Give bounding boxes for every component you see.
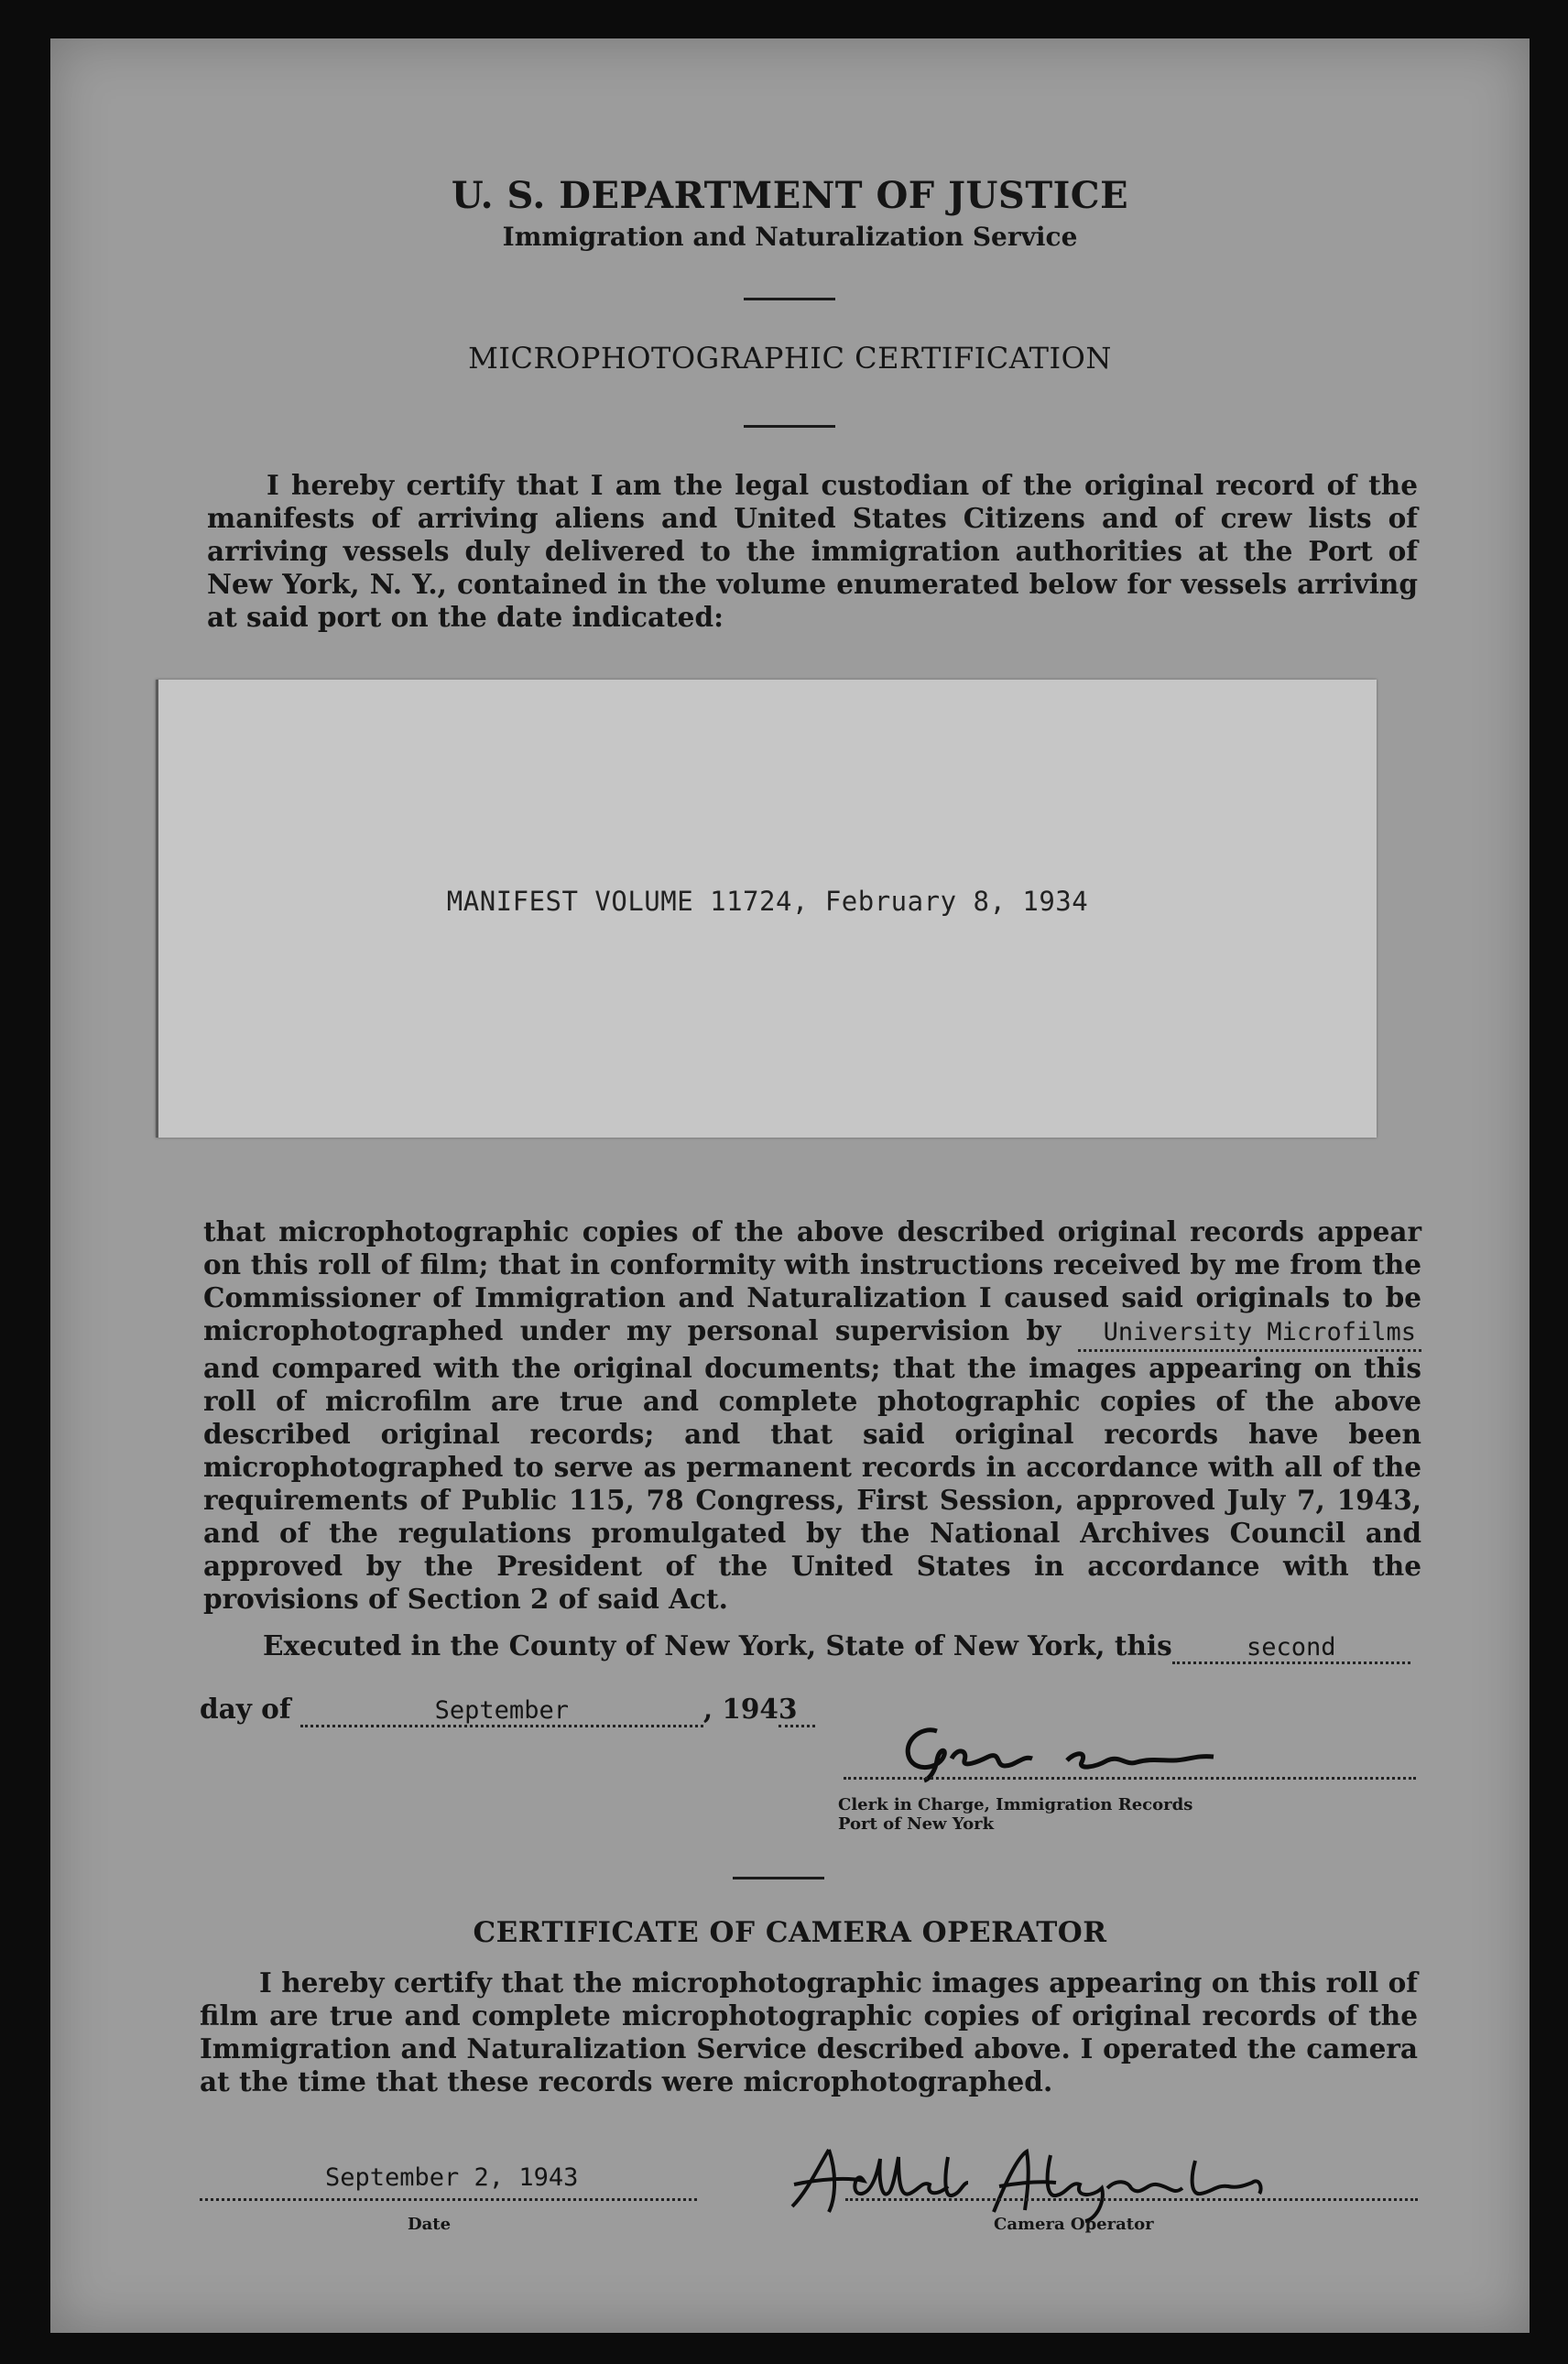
clerk-office: Port of New York: [838, 1814, 995, 1834]
clerk-title: Clerk in Charge, Immigration Records: [838, 1795, 1193, 1814]
day-fill: [1172, 1629, 1410, 1664]
operator-signature-line: [845, 2198, 1418, 2201]
intro-paragraph: I hereby certify that I am the legal custodian of the original record of the manifests of arriving aliens and United States Citizens and of crew lists of arriving vessels duly delivered to the immigration authorities at the Port of New York, N. Y., contained in the volume enumerated below for vessels arriving at said port on the date indicated:: [207, 469, 1418, 633]
company-name: University Microfilms: [1103, 1318, 1416, 1346]
year-fill: [779, 1693, 815, 1727]
year-suffix: 3: [778, 1693, 798, 1725]
camera-operator-title: CERTIFICATE OF CAMERA OPERATOR: [473, 1916, 1107, 1949]
department-title: U. S. DEPARTMENT OF JUSTICE: [451, 174, 1129, 217]
manifest-volume-text: MANIFEST VOLUME 11724, February 8, 1934: [446, 886, 1089, 917]
company-fill: [1078, 1314, 1421, 1352]
body-text-before: that microphotographic copies of the above described original records appear on this roll of film; that in conformity with instructions received by me from the Commissioner of Immigration and Naturalization I caused said originals to be microphotographed under my personal supervision by: [203, 1215, 1421, 1346]
divider-rule: [744, 425, 835, 428]
date-line-row: [200, 1693, 815, 1727]
camera-operator-label: Camera Operator: [994, 2215, 1154, 2234]
operator-date-value: September 2, 1943: [325, 2163, 579, 2192]
manifest-volume-slip: [156, 680, 1377, 1138]
service-subtitle: Immigration and Naturalization Service: [502, 222, 1078, 252]
clerk-signature-line: [844, 1777, 1416, 1780]
month-value: September: [434, 1696, 569, 1725]
body-text-after: and compared with the original documents; that the images appearing on this roll of microfilm are true and complete photographic copies of the above described original records; and that said original records have been microphotographed to serve as permanent records in accordance with all of the requirements of Public 115, 78 Congress, First Session, approved July 7, 1943, and of the regulations promulgated by the National Archives Council and approved by the President of the United States in accordance with the provisions of Section 2 of said Act.: [203, 1352, 1421, 1615]
executed-line: [263, 1629, 1410, 1664]
divider-rule: [744, 298, 835, 300]
year-prefix: , 194: [702, 1693, 779, 1725]
camera-operator-text: I hereby certify that the microphotographic images appearing on this roll of film are true and complete microphotographic copies of original records of the Immigration and Naturalization Service described above. I operated the camera at the time that these records were microphotographed.: [200, 1966, 1418, 2097]
date-signature-line: [200, 2198, 697, 2201]
certification-title: MICROPHOTOGRAPHIC CERTIFICATION: [468, 341, 1112, 376]
date-label: Date: [408, 2215, 452, 2234]
certificate-page: [50, 38, 1530, 2333]
camera-operator-signature: [765, 2141, 1388, 2223]
month-fill: [300, 1693, 703, 1727]
day-of-label: day of: [200, 1693, 291, 1725]
day-value: second: [1246, 1633, 1336, 1661]
divider-rule: [733, 1877, 824, 1879]
executed-text: Executed in the County of New York, State of New York, this: [263, 1629, 1172, 1661]
certification-body: [203, 1215, 1421, 1616]
